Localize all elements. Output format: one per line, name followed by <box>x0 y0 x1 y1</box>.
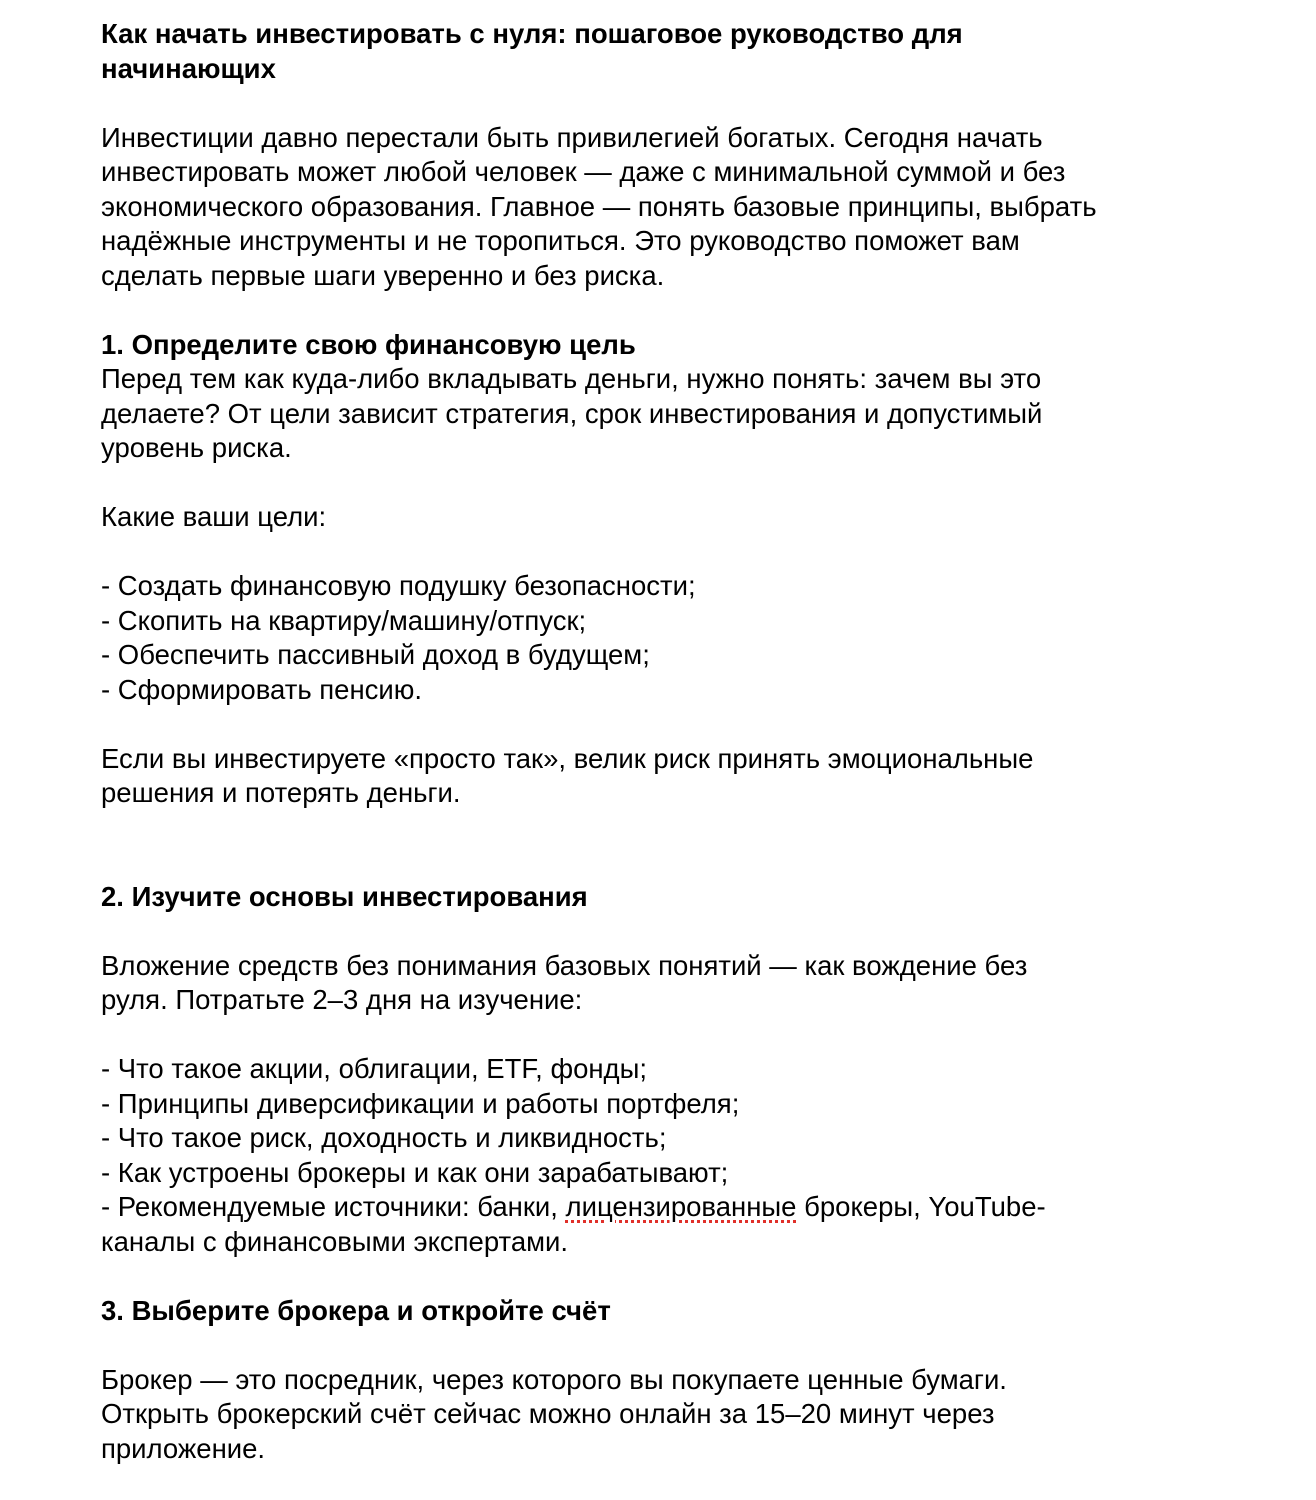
section-2-heading: 2. Изучите основы инвестирования <box>101 880 588 912</box>
misspelled-word[interactable]: лицензированные <box>565 1191 797 1222</box>
intro-line: сделать первые шаги уверенно и без риска. <box>101 259 665 291</box>
section-3-paragraph-line: приложение. <box>101 1432 266 1464</box>
section-2-paragraph-line: Вложение средств без понимания базовых понятий — как вождение без <box>101 949 1028 981</box>
section-3-heading: 3. Выберите брокера и откройте счёт <box>101 1294 611 1326</box>
section-1-conclusion-line: решения и потерять деньги. <box>101 777 461 808</box>
list-item: - Скопить на квартиру/машину/отпуск; <box>101 604 587 636</box>
section-1-paragraph-line: Перед тем как куда-либо вкладывать деньги, нужно понять: зачем вы это <box>101 363 1042 394</box>
list-item: - Обеспечить пассивный доход в будущем; <box>101 639 650 670</box>
list-item-sources <box>101 1190 1231 1225</box>
section-1-paragraph-line: делаете? От цели зависит стратегия, срок инвестирования и допустимый <box>101 397 1043 429</box>
list-item: - Создать финансовую подушку безопасности; <box>101 570 696 601</box>
section-1-list-intro: Какие ваши цели: <box>101 501 327 532</box>
intro-line: Инвестиции давно перестали быть привилегией богатых. Сегодня начать <box>101 121 1043 153</box>
intro-line: экономического образования. Главное — понять базовые принципы, выбрать <box>101 190 1097 222</box>
section-1-paragraph-line: уровень риска. <box>101 432 292 463</box>
section-1-conclusion-line: Если вы инвестируете «просто так», велик риск принять эмоциональные <box>101 742 1034 774</box>
section-3-paragraph-line: Открыть брокерский счёт сейчас можно онлайн за 15–20 минут через <box>101 1398 995 1429</box>
document-body[interactable] <box>101 17 1231 1466</box>
section-2-paragraph-line: руля. Потратьте 2–3 дня на изучение: <box>101 984 583 1015</box>
intro-line: инвестировать может любой человек — даже с минимальной суммой и без <box>101 156 1066 187</box>
document-title-line-2: начинающих <box>101 52 276 84</box>
sources-text-after: брокеры, YouTube- <box>796 1191 1046 1222</box>
list-item: - Как устроены брокеры и как они зарабатывают; <box>101 1156 729 1188</box>
section-1-heading: 1. Определите свою финансовую цель <box>101 328 636 360</box>
sources-text-before: - Рекомендуемые источники: банки, <box>101 1191 566 1222</box>
list-item: - Что такое риск, доходность и ликвидность; <box>101 1122 667 1153</box>
document-title-line-1: Как начать инвестировать с нуля: пошаговое руководство для <box>101 18 963 49</box>
list-item: - Принципы диверсификации и работы портфеля; <box>101 1087 740 1119</box>
intro-line: надёжные инструменты и не торопиться. Это руководство поможет вам <box>101 225 1020 256</box>
list-item: - Что такое акции, облигации, ETF, фонды; <box>101 1053 647 1084</box>
list-item: - Сформировать пенсию. <box>101 673 423 705</box>
section-3-paragraph-line: Брокер — это посредник, через которого вы покупаете ценные бумаги. <box>101 1363 1007 1395</box>
list-item-sources-continued: каналы с финансовыми экспертами. <box>101 1225 569 1257</box>
